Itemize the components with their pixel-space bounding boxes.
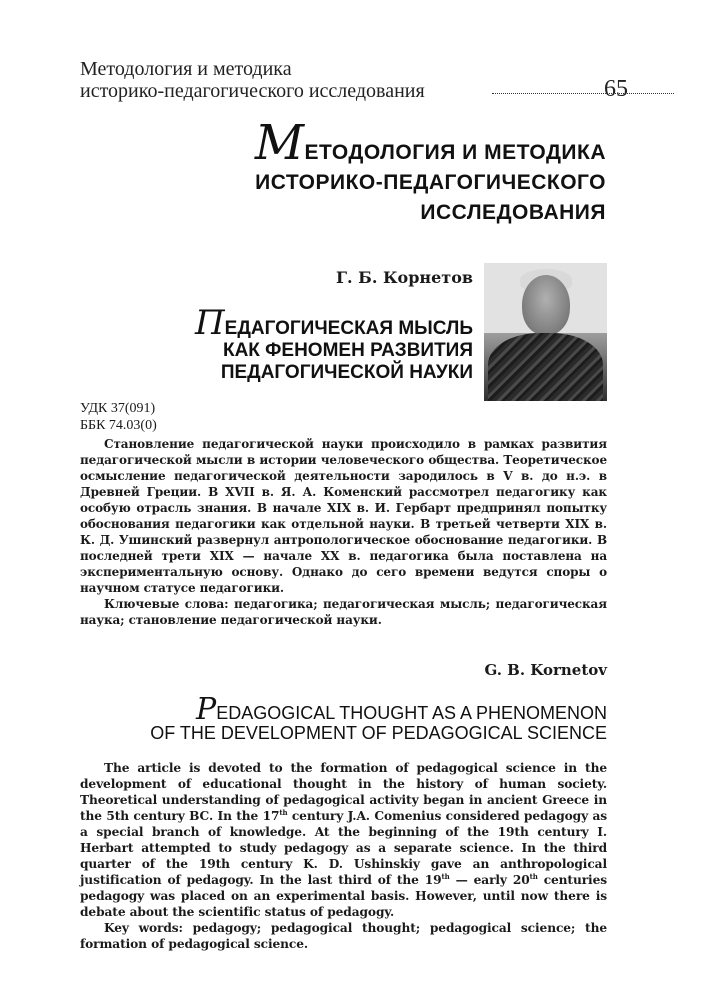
abstract-en-sup1: th bbox=[279, 807, 288, 817]
section-title-line2: ИСТОРИКО-ПЕДАГОГИЧЕСКОГО bbox=[255, 171, 606, 194]
section-title-line3: ИССЛЕДОВАНИЯ bbox=[420, 201, 606, 224]
photo-shirt bbox=[488, 333, 603, 401]
section-title bbox=[130, 115, 606, 228]
running-header-line2: историко-педагогического исследования bbox=[80, 80, 425, 102]
abstract-en-text bbox=[80, 760, 607, 920]
page-number: 65 bbox=[604, 76, 628, 102]
author-name-en: G. B. Kornetov bbox=[484, 661, 607, 679]
abstract-ru-text: Становление педагогической науки происходило в рамках развития педагогической мысли в истории человеческого общества. Теоретическое осмысление педагогической деятельности зародилось в V в. до н.э. в Древней Греции. В XVII в. Я. А. Коменский рассмотрел педагогику как особую отрасль знания. В начале XIX в. И. Гербарт предпринял попытку обоснования педагогики как отдельной науки. В третьей четверти XIX в. К. Д. Ушинский развернул антропологическое обоснование педагогики. В последней трети XIX — начале XX в. педагогика была поставлена на экспериментальную основу. Однако до сего времени ведутся споры о научном статусе педагогики. bbox=[80, 437, 607, 595]
article-title-ru-line1-rest: ЕДАГОГИЧЕСКАЯ МЫСЛЬ bbox=[224, 318, 473, 339]
running-header-line1: Методология и методика bbox=[80, 58, 292, 80]
abstract-en-sup2: th bbox=[441, 871, 450, 881]
running-header-line2-wrap bbox=[80, 76, 628, 102]
article-title-ru-line3: ПЕДАГОГИЧЕСКОЙ НАУКИ bbox=[220, 362, 473, 383]
abstract-en-part3: — early 20 bbox=[449, 873, 530, 887]
article-title-ru-line1 bbox=[140, 303, 473, 343]
abstract-en-part4: centuries pedagogy was placed on an experimental basis. However, until now there is debate about the scientific status of pedagogy. bbox=[80, 873, 607, 919]
article-title-en-line1 bbox=[80, 692, 607, 727]
article-title-ru-line2: КАК ФЕНОМЕН РАЗВИТИЯ bbox=[222, 340, 473, 361]
article-title-ru bbox=[140, 303, 473, 384]
keywords-en: Key words: pedagogy; pedagogical thought; pedagogical science; the formation of pedagogical science. bbox=[80, 921, 607, 951]
photo-face bbox=[522, 275, 570, 335]
keywords-ru: Ключевые слова: педагогика; педагогическая мысль; педагогическая наука; становление педагогической науки. bbox=[80, 597, 607, 627]
section-title-line1 bbox=[130, 115, 606, 171]
author-photo bbox=[484, 263, 607, 401]
abstract-en bbox=[80, 760, 607, 952]
section-title-line1-rest: ЕТОДОЛОГИЯ И МЕТОДИКА bbox=[304, 141, 606, 164]
bbk-code: ББК 74.03(0) bbox=[80, 418, 157, 433]
running-header bbox=[80, 58, 628, 106]
abstract-en-part1: The article is devoted to the formation of pedagogical science in the development of educational thought in the history of human society. Theoretical understanding of pedagogical activity began in ancient Greece in the 5th century BC. In the 17 bbox=[80, 761, 607, 823]
section-title-dropcap: М bbox=[254, 115, 305, 171]
author-name-ru: Г. Б. Корнетов bbox=[335, 268, 473, 287]
article-title-ru-dropcap: П bbox=[195, 303, 225, 343]
article-title-en-line1-rest: EDAGOGICAL THOUGHT AS A PHENOMENON bbox=[216, 703, 607, 723]
classification-codes bbox=[80, 400, 157, 434]
article-title-en-line2: OF THE DEVELOPMENT OF PEDAGOGICAL SCIENCE bbox=[150, 723, 607, 743]
abstract-ru bbox=[80, 436, 607, 628]
article-title-en-dropcap: P bbox=[196, 692, 217, 727]
abstract-en-sup3: th bbox=[529, 871, 538, 881]
article-title-en bbox=[80, 692, 607, 743]
udk-code: УДК 37(091) bbox=[80, 401, 156, 416]
leader-dots bbox=[492, 93, 674, 94]
abstract-en-part2: century J.A. Comenius considered pedagogy as a special branch of knowledge. At the beginning of the 19th century I. Herbart attempted to study pedagogy as a separate science. In the third quarter of the 19th century K. D. Ushinskiy gave an anthropological justification of pedagogy. In the last third of the 19 bbox=[80, 809, 607, 887]
